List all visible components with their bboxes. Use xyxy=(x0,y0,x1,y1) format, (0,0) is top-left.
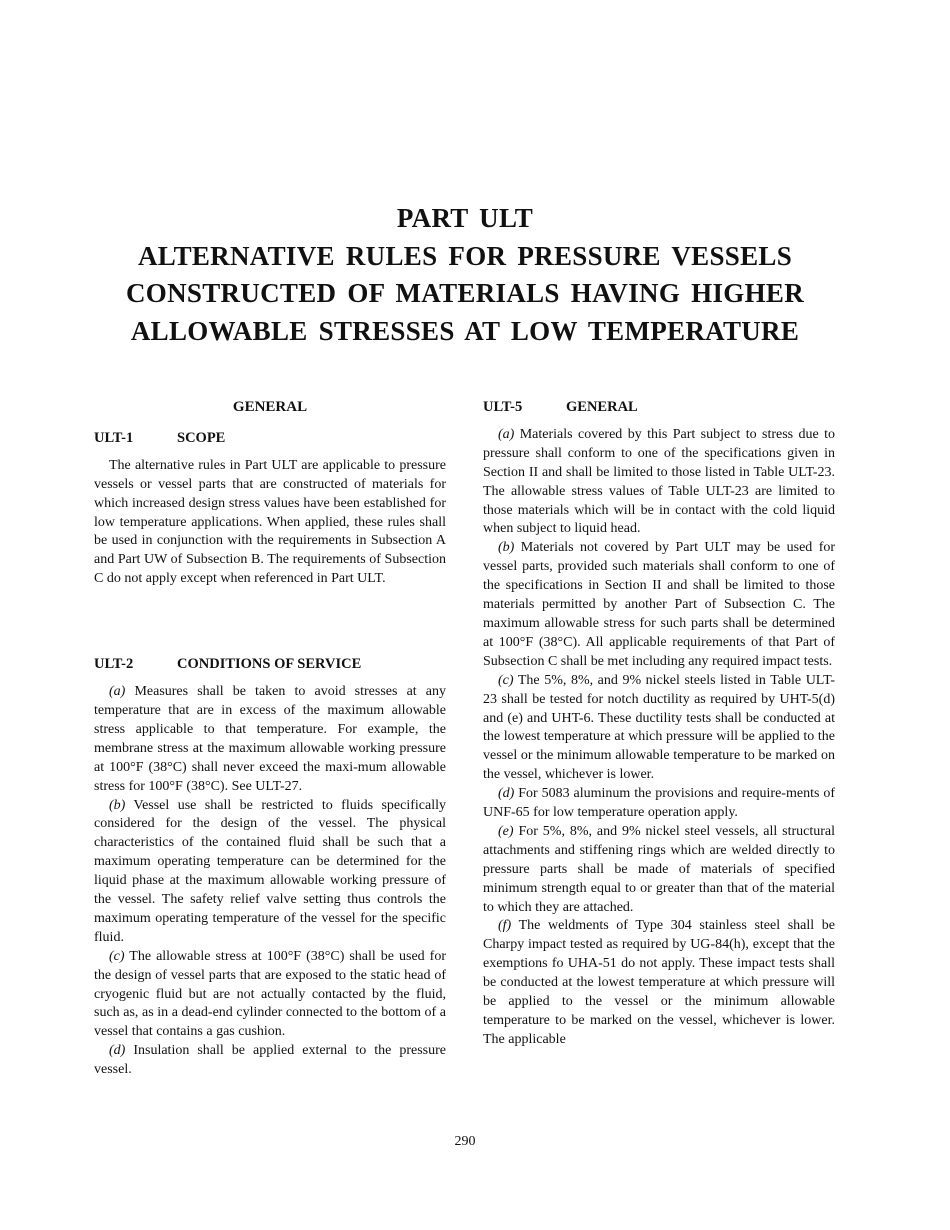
ult5-f-text: The weldments of Type 304 stainless steel shall be Charpy impact tested as required by UG-84(h), except that the exemptions fo UHA-51 do not apply. These impact tests shall be conducted at the lowest temperature at which pressure will be applied to the vessel or the minimum allowable temperature to be marked on the vessel, whichever is lower. The applicable xyxy=(483,918,836,1047)
ult5-paragraph-e xyxy=(483,823,835,918)
ult5-b-text: Materials not covered by Part ULT may be used for vessel parts, provided such materials shall conform to one of the specifications in Section II and shall be limited to those materials permitted by another Part of Subsection C. The maximum allowable stress for such parts shall be determined at 100°F (38°C). All applicable requirements of that Part of Subsection C shall be met including any required impact tests. xyxy=(483,540,836,669)
ult5-paragraph-f xyxy=(483,917,835,1049)
ult2-number: ULT-2 xyxy=(94,656,134,673)
page-number: 290 xyxy=(454,1134,476,1149)
ult1-number: ULT-1 xyxy=(94,429,134,446)
ult5-c-text: The 5%, 8%, and 9% nickel steels listed in Table ULT-23 shall be tested for notch ductility as required by UHT-5(d) and (e) and UHT-6. These ductility tests shall be conducted at the lowest temperature at which pressure will be applied to the vessel or the minimum allowable temperature to be marked on the vessel, whichever is lower. xyxy=(483,672,835,783)
ult2-c-text: The allowable stress at 100°F (38°C) shall be used for the design of vessel parts that are exposed to the static head of cryogenic fluid but are not actually contacted by the fluid, such as, as in a dead-end cylinder connected to the bottom of a vessel that contains a gas cushion. xyxy=(94,948,446,1040)
right-column xyxy=(483,398,835,1050)
ult5-d-label: (d) xyxy=(498,786,515,802)
general-heading: GENERAL xyxy=(232,399,308,415)
ult2-a-label: (a) xyxy=(109,684,126,700)
title-line-2: ALTERNATIVE RULES FOR PRESSURE VESSELS xyxy=(137,240,793,271)
ult2-paragraph-b xyxy=(94,797,446,948)
ult2-title: CONDITIONS OF SERVICE xyxy=(177,656,362,673)
ult5-e-text: For 5%, 8%, and 9% nickel steel vessels, all structural attachments and stiffening rings which are welded directly to pressure parts shall be made of materials of specified minimum strength equal to or greater than that of the material to which they are attached. xyxy=(483,823,835,915)
ult2-heading xyxy=(94,655,446,674)
ult2-c-label: (c) xyxy=(109,948,125,964)
ult1-title: SCOPE xyxy=(177,429,226,446)
ult2-paragraph-d xyxy=(94,1042,446,1080)
ult5-title: GENERAL xyxy=(566,399,638,415)
ult2-a-text: Measures shall be taken to avoid stresses at any temperature that are in excess of the maximum allowable stress applicable to that temperature. For example, the membrane stress at the maximum allowable working pressure at 100°F (38°C) shall never exceed the maxi-mum allowable stress for 100°F (38°C). See ULT-27. xyxy=(94,684,446,794)
ult5-paragraph-a xyxy=(483,426,835,539)
ult5-number: ULT-5 xyxy=(483,399,523,415)
ult1-paragraph: The alternative rules in Part ULT are applicable to pressure vessels or vessel parts that are constructed of materials for which increased design stress values have been established for low temperature applications. When applied, these rules shall be used in conjunction with the requirements in Subsection A and Part UW of Subsection B. The requirements of Subsection C do not apply except when referenced in Part ULT. xyxy=(94,457,446,587)
left-column xyxy=(94,398,446,1080)
ult2-d-text: Insulation shall be applied external to the pressure vessel. xyxy=(94,1043,446,1078)
title-line-1: PART ULT xyxy=(396,203,534,233)
ult2-b-label: (b) xyxy=(109,797,126,813)
ult1-heading xyxy=(94,429,446,448)
page-title xyxy=(0,200,930,350)
ult5-a-label: (a) xyxy=(498,426,515,442)
ult5-c-label: (c) xyxy=(498,672,514,688)
title-line-4: ALLOWABLE STRESSES AT LOW TEMPERATURE xyxy=(130,315,800,346)
ult5-paragraph-c xyxy=(483,672,835,785)
ult2-b-text: Vessel use shall be restricted to fluids specifically considered for the design of the vessel. The physical characteristics of the contained fluid shall be such that a maximum operating temperature can be determined for the liquid phase at the maximum allowable working pressure of the vessel. The safety relief valve setting thus controls the maximum operating temperature of the vessel for the specific fluid. xyxy=(94,797,446,945)
ult5-paragraph-b xyxy=(483,539,835,671)
ult5-b-label: (b) xyxy=(498,540,515,556)
ult5-f-label: (f) xyxy=(498,918,512,934)
ult2-d-label: (d) xyxy=(109,1043,126,1059)
ult5-d-text: For 5083 aluminum the provisions and require-ments of UNF-65 for low temperature operation apply. xyxy=(483,786,835,821)
ult2-paragraph-a xyxy=(94,683,446,796)
title-line-3: CONSTRUCTED OF MATERIALS HAVING HIGHER xyxy=(126,278,804,308)
ult5-heading xyxy=(483,398,835,417)
ult5-a-text: Materials covered by this Part subject to stress due to pressure shall conform to one of the specifications given in Section II and shall be limited to those listed in Table ULT-23. The allowable stress values of Table ULT-23 are limited to those materials which will be in contact with the cold liquid when subject to liquid head. xyxy=(483,426,836,537)
ult5-paragraph-d xyxy=(483,785,835,823)
ult5-e-label: (e) xyxy=(498,823,514,839)
ult2-paragraph-c xyxy=(94,948,446,1043)
